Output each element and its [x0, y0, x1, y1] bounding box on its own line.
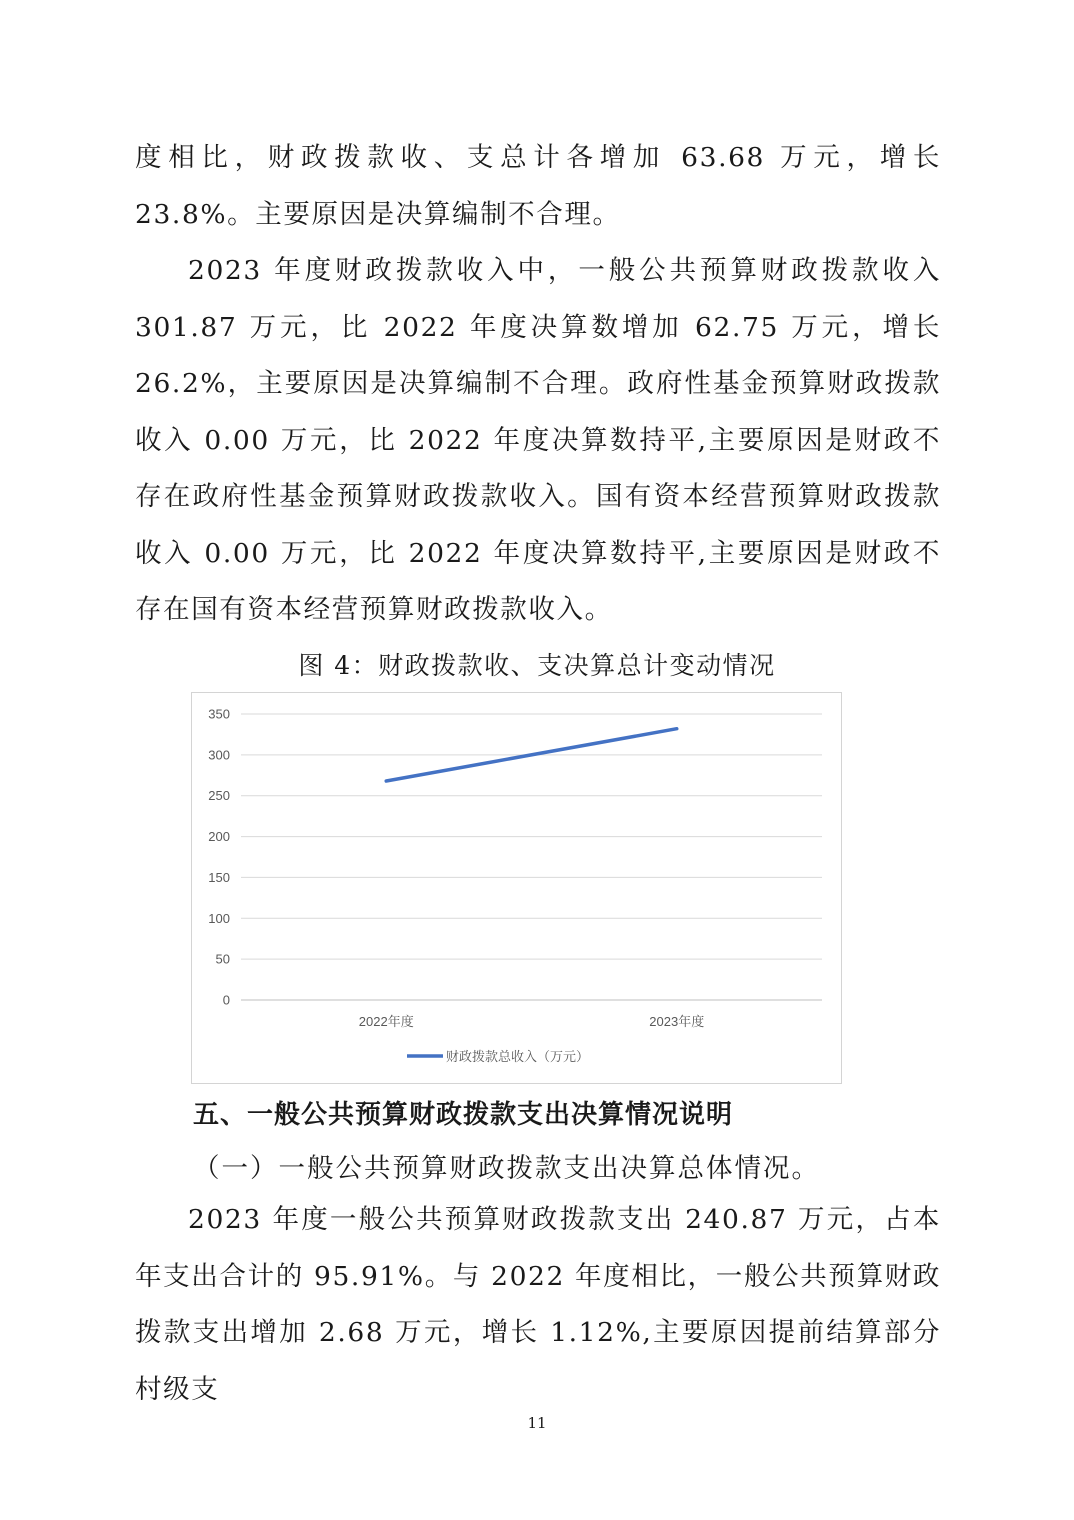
y-tick-label: 150 [208, 869, 230, 885]
paragraph-2: 2023 年度财政拨款收入中，一般公共预算财政拨款收入 301.87 万元，比 2022 年度决算数增加 62.75 万元，增长 26.2%，主要原因是决算编制不合理。政府性基金预算财政拨款收入 0.00 万元，比 2022 年度决算数持平,主要原因是财政不存在政府性基金预算财政拨款收入。国有资本经营预算财政拨款收入 0.00 万元，比 2022 年度决算数持平,主要原因是财政不存在国有资本经营预算财政拨款收入。 [135, 255, 941, 625]
legend [407, 1049, 589, 1064]
figure-caption: 图 4：财政拨款收、支决算总计变动情况 [298, 651, 776, 680]
y-tick-label: 0 [222, 992, 230, 1008]
y-tick-label: 300 [208, 747, 230, 763]
paragraph-1: 度相比，财政拨款收、支总计各增加 63.68 万元，增长 23.8%。主要原因是决算编制不合理。 [135, 142, 941, 230]
subsection-heading: （一）一般公共预算财政拨款支出决算总体情况。 [193, 1153, 820, 1184]
x-tick-label: 2023年度 [649, 1014, 705, 1029]
y-axis-ticks [208, 707, 230, 1008]
y-tick-label: 100 [208, 910, 230, 926]
gridlines [241, 714, 822, 1000]
line-chart [191, 692, 842, 1084]
page-number: 11 [527, 1414, 547, 1432]
paragraph-3: 2023 年度一般公共预算财政拨款支出 240.87 万元，占本年支出合计的 95.91%。与 2022 年度相比，一般公共预算财政拨款支出增加 2.68 万元，增长 1.12%,主要原因提前结算部分村级支 [135, 1204, 941, 1405]
chart-svg [192, 693, 841, 1083]
y-tick-label: 200 [208, 829, 230, 845]
y-tick-label: 350 [208, 706, 230, 722]
legend-label: 财政拨款总收入（万元） [446, 1049, 590, 1064]
section-heading: 五、一般公共预算财政拨款支出决算情况说明 [193, 1100, 734, 1130]
y-tick-label: 250 [208, 788, 230, 804]
x-tick-label: 2022年度 [358, 1014, 414, 1029]
y-tick-label: 50 [215, 951, 230, 967]
x-axis-ticks [359, 1014, 704, 1029]
